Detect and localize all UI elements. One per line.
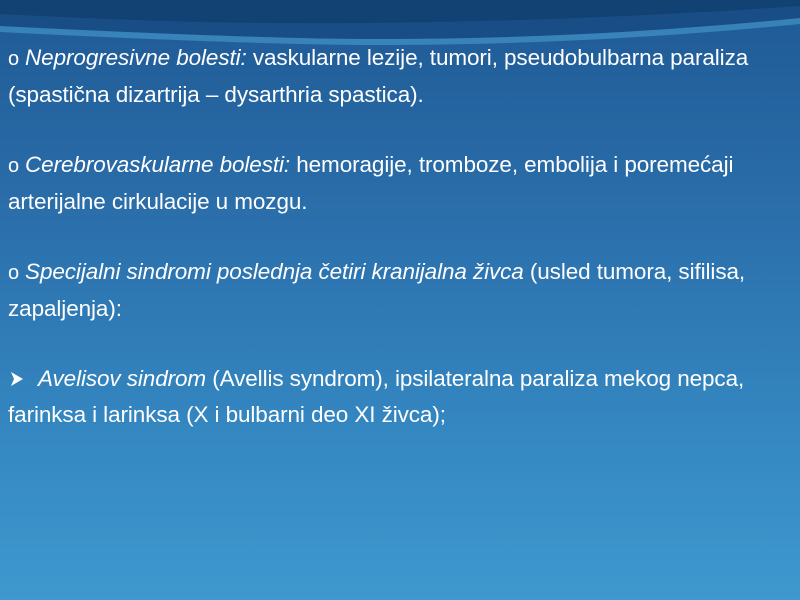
bullet-paragraph-1 xyxy=(8,40,783,113)
bullet-o: o xyxy=(8,48,20,70)
term-italic: Cerebrovaskularne bolesti: xyxy=(25,152,291,177)
term-italic: Specijalni sindromi poslednja četiri kranijalna živca xyxy=(25,259,524,284)
slide-content xyxy=(8,40,783,467)
bullet-paragraph-2 xyxy=(8,147,783,220)
arrow-icon xyxy=(10,371,24,387)
paragraph-text: (Avellis syndrom), ipsilateralna paraliza mekog nepca, farinksa i larinksa (X i bulbarni deo XI živca); xyxy=(8,366,745,427)
term-italic: Avelisov sindrom xyxy=(38,366,207,391)
bullet-paragraph-4 xyxy=(8,361,783,433)
paragraph-text: vaskularne lezije, tumori, pseudobulbarna paraliza (spastična dizartrija – dysarthria spastica). xyxy=(8,45,749,107)
bullet-paragraph-3 xyxy=(8,254,783,327)
paragraph-text: hemoragije, tromboze, embolija i poremećaji arterijalne cirkulacije u mozgu. xyxy=(8,152,734,214)
bullet-o: o xyxy=(8,262,20,284)
term-italic: Neprogresivne bolesti: xyxy=(25,45,247,70)
bullet-o: o xyxy=(8,155,20,177)
paragraph-text: (usled tumora, sifilisa, zapaljenja): xyxy=(8,259,746,321)
